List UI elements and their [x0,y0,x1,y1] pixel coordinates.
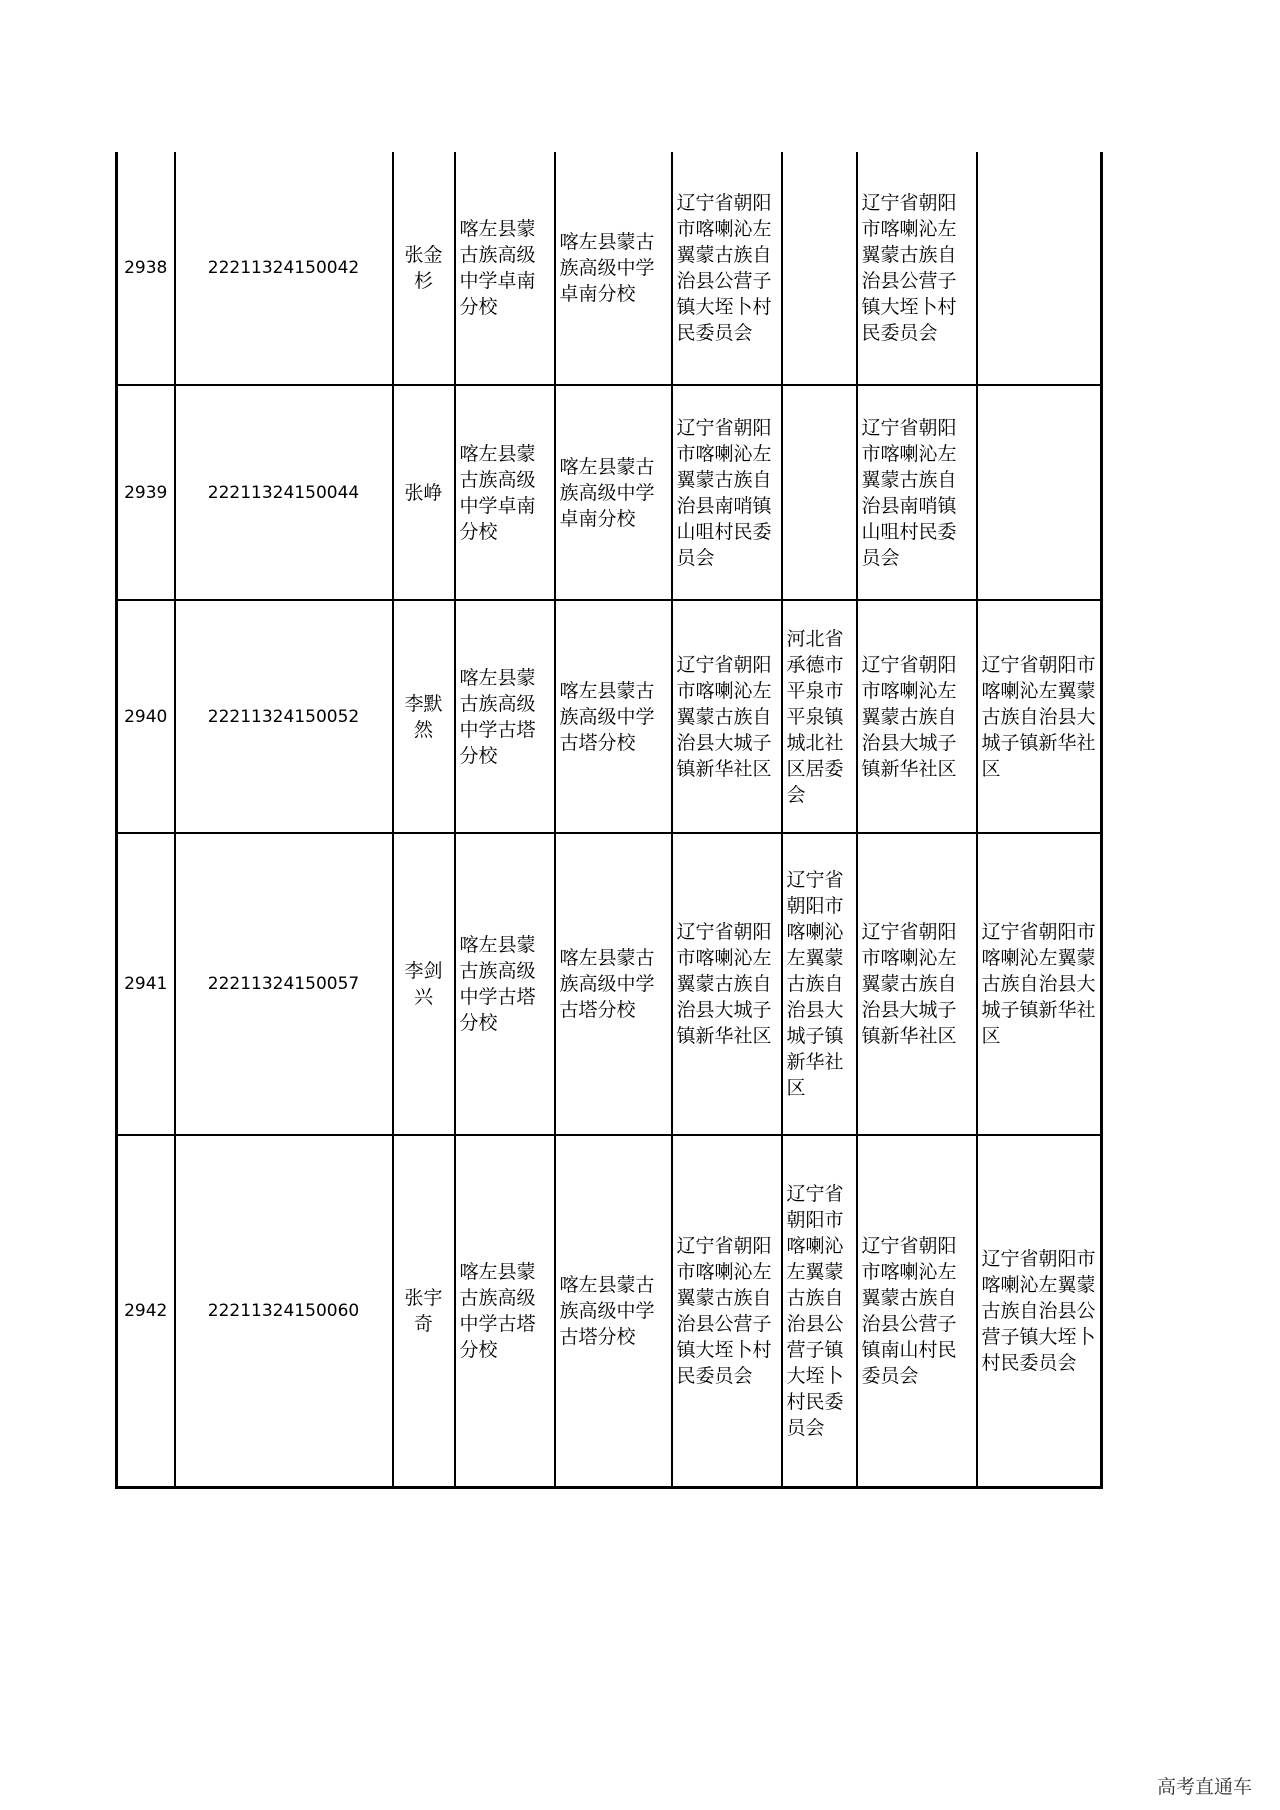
address-cell-2 [782,152,857,385]
address-cell-2: 辽宁省朝阳市喀喇沁左翼蒙古族自治县公营子镇大垤卜村民委员会 [782,1135,857,1487]
address-cell-3: 辽宁省朝阳市喀喇沁左翼蒙古族自治县南哨镇山咀村民委员会 [857,385,977,600]
watermark-text: 高考直通车 [1156,1776,1252,1798]
address-cell-2: 辽宁省朝阳市喀喇沁左翼蒙古族自治县大城子镇新华社区 [782,833,857,1135]
school-cell: 喀左县蒙古族高级中学卓南分校 [455,385,555,600]
school-cell: 喀左县蒙古族高级中学卓南分校 [455,152,555,385]
address-cell-1: 辽宁省朝阳市喀喇沁左翼蒙古族自治县南哨镇山咀村民委员会 [672,385,782,600]
school2-cell: 喀左县蒙古族高级中学卓南分校 [555,385,672,600]
address-cell-1: 辽宁省朝阳市喀喇沁左翼蒙古族自治县公营子镇大垤卜村民委员会 [672,1135,782,1487]
id-cell: 22211324150057 [175,833,393,1135]
address-cell-1: 辽宁省朝阳市喀喇沁左翼蒙古族自治县大城子镇新华社区 [672,833,782,1135]
address-cell-4: 辽宁省朝阳市喀喇沁左翼蒙古族自治县公营子镇大垤卜村民委员会 [977,1135,1102,1487]
name-cell: 张宇奇 [393,1135,455,1487]
school-cell: 喀左县蒙古族高级中学古塔分校 [455,1135,555,1487]
student-record-table [115,152,1103,1489]
address-cell-4 [977,152,1102,385]
seq-cell: 2939 [117,385,175,600]
seq-cell: 2941 [117,833,175,1135]
address-cell-3: 辽宁省朝阳市喀喇沁左翼蒙古族自治县大城子镇新华社区 [857,833,977,1135]
address-cell-3: 辽宁省朝阳市喀喇沁左翼蒙古族自治县大城子镇新华社区 [857,600,977,833]
school-cell: 喀左县蒙古族高级中学古塔分校 [455,600,555,833]
school2-cell: 喀左县蒙古族高级中学古塔分校 [555,1135,672,1487]
school2-cell: 喀左县蒙古族高级中学卓南分校 [555,152,672,385]
table-row [117,1135,1102,1487]
table-row [117,833,1102,1135]
seq-cell: 2938 [117,152,175,385]
name-cell: 李剑兴 [393,833,455,1135]
address-cell-4: 辽宁省朝阳市喀喇沁左翼蒙古族自治县大城子镇新华社区 [977,833,1102,1135]
seq-cell: 2940 [117,600,175,833]
address-cell-1: 辽宁省朝阳市喀喇沁左翼蒙古族自治县大城子镇新华社区 [672,600,782,833]
address-cell-3: 辽宁省朝阳市喀喇沁左翼蒙古族自治县公营子镇南山村民委员会 [857,1135,977,1487]
id-cell: 22211324150060 [175,1135,393,1487]
address-cell-3: 辽宁省朝阳市喀喇沁左翼蒙古族自治县公营子镇大垤卜村民委员会 [857,152,977,385]
address-cell-1: 辽宁省朝阳市喀喇沁左翼蒙古族自治县公营子镇大垤卜村民委员会 [672,152,782,385]
table-row [117,600,1102,833]
table-row [117,385,1102,600]
id-cell: 22211324150044 [175,385,393,600]
id-cell: 22211324150052 [175,600,393,833]
name-cell: 李默然 [393,600,455,833]
school2-cell: 喀左县蒙古族高级中学古塔分校 [555,833,672,1135]
address-cell-2 [782,385,857,600]
address-cell-4 [977,385,1102,600]
school2-cell: 喀左县蒙古族高级中学古塔分校 [555,600,672,833]
address-cell-2: 河北省承德市平泉市平泉镇城北社区居委会 [782,600,857,833]
name-cell: 张金杉 [393,152,455,385]
id-cell: 22211324150042 [175,152,393,385]
address-cell-4: 辽宁省朝阳市喀喇沁左翼蒙古族自治县大城子镇新华社区 [977,600,1102,833]
table-row [117,152,1102,385]
name-cell: 张峥 [393,385,455,600]
school-cell: 喀左县蒙古族高级中学古塔分校 [455,833,555,1135]
seq-cell: 2942 [117,1135,175,1487]
